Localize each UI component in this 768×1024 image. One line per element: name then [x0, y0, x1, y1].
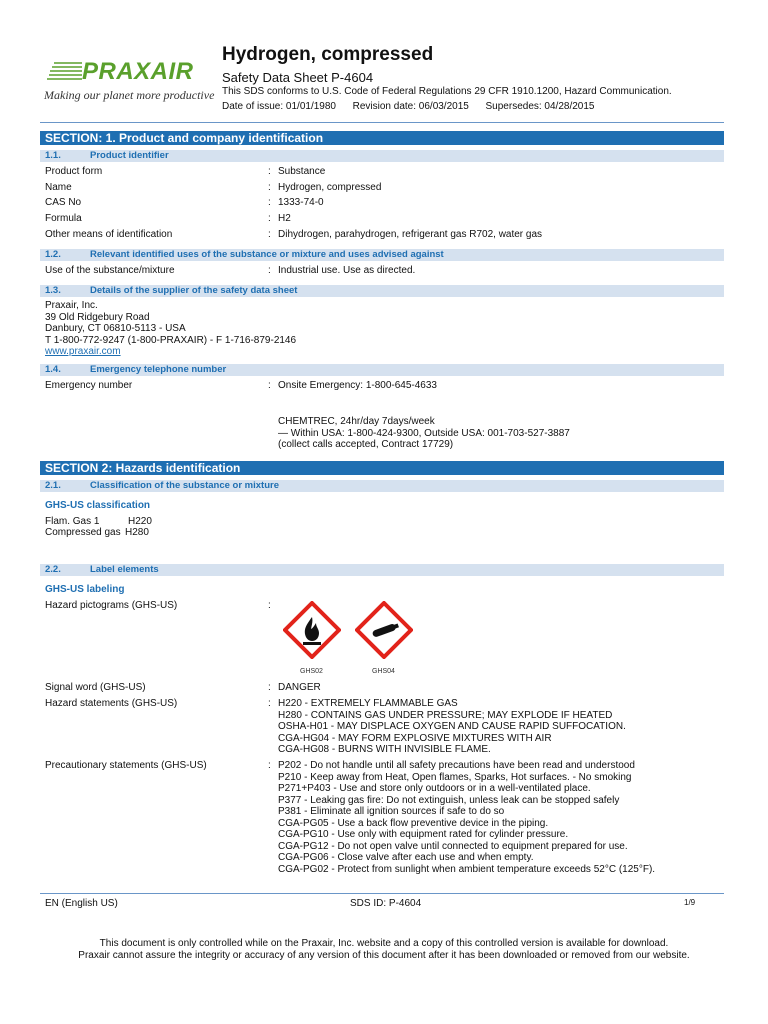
field-value: Hydrogen, compressed	[278, 182, 382, 193]
colon: :	[268, 600, 271, 611]
field-value: Onsite Emergency: 1-800-645-4633	[278, 380, 437, 391]
field-label: Hazard pictograms (GHS-US)	[45, 600, 178, 611]
hazard-statements	[278, 698, 626, 756]
logo-stripes-icon	[46, 61, 82, 83]
field-value: H2	[278, 213, 291, 224]
field-label: Signal word (GHS-US)	[45, 682, 146, 693]
precautionary-statement: CGA-PG05 - Use a back flow preventive device in the piping.	[278, 817, 549, 829]
footer-disclaimer	[0, 938, 768, 962]
gas-cylinder-icon	[355, 601, 413, 659]
pictogram-caption: GHS04	[372, 668, 395, 675]
website-link[interactable]: www.praxair.com	[45, 346, 121, 357]
header-divider	[40, 122, 724, 123]
subsection-1-4-header: 1.4. Emergency telephone number	[40, 364, 724, 376]
footer-page-number: 1/9	[684, 898, 696, 907]
field-label: Other means of identification	[45, 229, 173, 240]
precautionary-statement: CGA-PG06 - Close valve after each use and when empty.	[278, 852, 534, 863]
disclaimer-line: This document is only controlled while on the Praxair, Inc. website and a copy of this controlled version is available for download.	[99, 938, 669, 949]
field-label: Product form	[45, 166, 103, 177]
field-label: Use of the substance/mixture	[45, 265, 175, 276]
precautionary-statements	[278, 760, 655, 875]
precautionary-statement: P377 - Leaking gas fire: Do not extinguish, unless leak can be stopped safely	[278, 794, 620, 806]
precautionary-statement: P271+P403 - Use and store only outdoors or in a well-ventilated place.	[278, 783, 591, 794]
signal-word: DANGER	[278, 682, 321, 693]
chemtrec-line: — Within USA: 1-800-424-9300, Outside USA: 001-703-527-3887	[278, 427, 570, 439]
disclaimer-line: Praxair cannot assure the integrity or accuracy of any version of this document after it has been downloaded or removed from our website.	[78, 950, 690, 961]
field-value: 1333-74-0	[278, 197, 324, 208]
field-value: Dihydrogen, parahydrogen, refrigerant gas R702, water gas	[278, 229, 543, 240]
hazard-statement: CGA-HG08 - BURNS WITH INVISIBLE FLAME.	[278, 744, 491, 755]
field-label: CAS No	[45, 197, 82, 208]
classification-name: Compressed gas	[45, 527, 121, 538]
field-label: Formula	[45, 213, 82, 224]
section-2-header: SECTION 2: Hazards identification	[40, 461, 724, 475]
footer-sds-id: SDS ID: P-4604	[350, 898, 422, 909]
chemtrec-block	[278, 416, 570, 451]
hazard-statement: H220 - EXTREMELY FLAMMABLE GAS	[278, 698, 458, 709]
praxair-logo	[44, 58, 219, 106]
field-label: Name	[45, 182, 72, 193]
classification-code: H220	[128, 516, 152, 527]
supplier-line: 39 Old Ridgebury Road	[45, 311, 150, 323]
precautionary-statement: CGA-PG10 - Use only with equipment rated for cylinder pressure.	[278, 829, 569, 840]
ghs-labeling-heading: GHS-US labeling	[45, 584, 125, 595]
flame-icon	[283, 601, 341, 659]
logo-tagline: Making our planet more productive	[44, 88, 215, 102]
ghs-classification-heading: GHS-US classification	[45, 500, 151, 511]
colon: :	[268, 760, 271, 771]
conformance-note: This SDS conforms to U.S. Code of Federal Regulations 29 CFR 1910.1200, Hazard Communication.	[222, 86, 672, 97]
logo-wordmark: PRAXAIR	[82, 58, 194, 85]
field-value: Industrial use. Use as directed.	[278, 265, 416, 276]
precautionary-statement: P210 - Keep away from Heat, Open flames, Sparks, Hot surfaces. - No smoking	[278, 771, 632, 783]
section-1-header: SECTION: 1. Product and company identification	[40, 131, 724, 145]
field-label: Hazard statements (GHS-US)	[45, 698, 178, 709]
colon: :	[268, 166, 271, 177]
subsection-2-1-header: 2.1. Classification of the substance or mixture	[40, 480, 724, 492]
footer-divider	[40, 893, 724, 894]
colon: :	[268, 229, 271, 240]
pictogram-caption: GHS02	[300, 668, 323, 675]
colon: :	[268, 698, 271, 709]
field-value: Substance	[278, 166, 326, 177]
precautionary-statement: P202 - Do not handle until all safety precautions have been read and understood	[278, 760, 635, 771]
subsection-1-1-header: 1.1. Product identifier	[40, 150, 724, 162]
subsection-1-2-header: 1.2. Relevant identified uses of the substance or mixture and uses advised against	[40, 249, 724, 261]
colon: :	[268, 682, 271, 693]
field-label: Emergency number	[45, 380, 133, 391]
precautionary-statement: CGA-PG12 - Do not open valve until connected to equipment prepared for use.	[278, 840, 628, 852]
hazard-statement: H280 - CONTAINS GAS UNDER PRESSURE; MAY EXPLODE IF HEATED	[278, 709, 613, 721]
colon: :	[268, 265, 271, 276]
chemtrec-line: CHEMTREC, 24hr/day 7days/week	[278, 416, 435, 427]
subsection-1-3-header: 1.3. Details of the supplier of the safety data sheet	[40, 285, 724, 297]
supplier-line: Praxair, Inc.	[45, 300, 98, 311]
colon: :	[268, 197, 271, 208]
subsection-2-2-header: 2.2. Label elements	[40, 564, 724, 576]
precautionary-statement: P381 - Eliminate all ignition sources if safe to do so	[278, 806, 505, 817]
chemtrec-line: (collect calls accepted, Contract 17729)	[278, 439, 454, 450]
hazard-statement: OSHA-H01 - MAY DISPLACE OXYGEN AND CAUSE RAPID SUFFOCATION.	[278, 721, 626, 732]
colon: :	[268, 182, 271, 193]
issue-dates: Date of issue: 01/01/1980 Revision date: 06/03/2015 Supersedes: 04/28/2015	[222, 101, 595, 112]
hazard-statement: CGA-HG04 - MAY FORM EXPLOSIVE MIXTURES WITH AIR	[278, 732, 552, 744]
precautionary-statement: CGA-PG02 - Protect from sunlight when ambient temperature exceeds 52°C (125°F).	[278, 863, 656, 875]
document-subtitle: Safety Data Sheet P-4604	[222, 70, 374, 85]
document-title: Hydrogen, compressed	[222, 44, 434, 65]
colon: :	[268, 380, 271, 391]
colon: :	[268, 213, 271, 224]
supplier-line: T 1-800-772-9247 (1-800-PRAXAIR) - F 1-716-879-2146	[45, 334, 297, 346]
classification-name: Flam. Gas 1	[45, 516, 100, 527]
supplier-line: Danbury, CT 06810-5113 - USA	[45, 323, 186, 334]
classification-code: H280	[125, 527, 149, 538]
supplier-address	[45, 300, 296, 358]
field-label: Precautionary statements (GHS-US)	[45, 760, 207, 771]
footer-language: EN (English US)	[45, 898, 118, 909]
